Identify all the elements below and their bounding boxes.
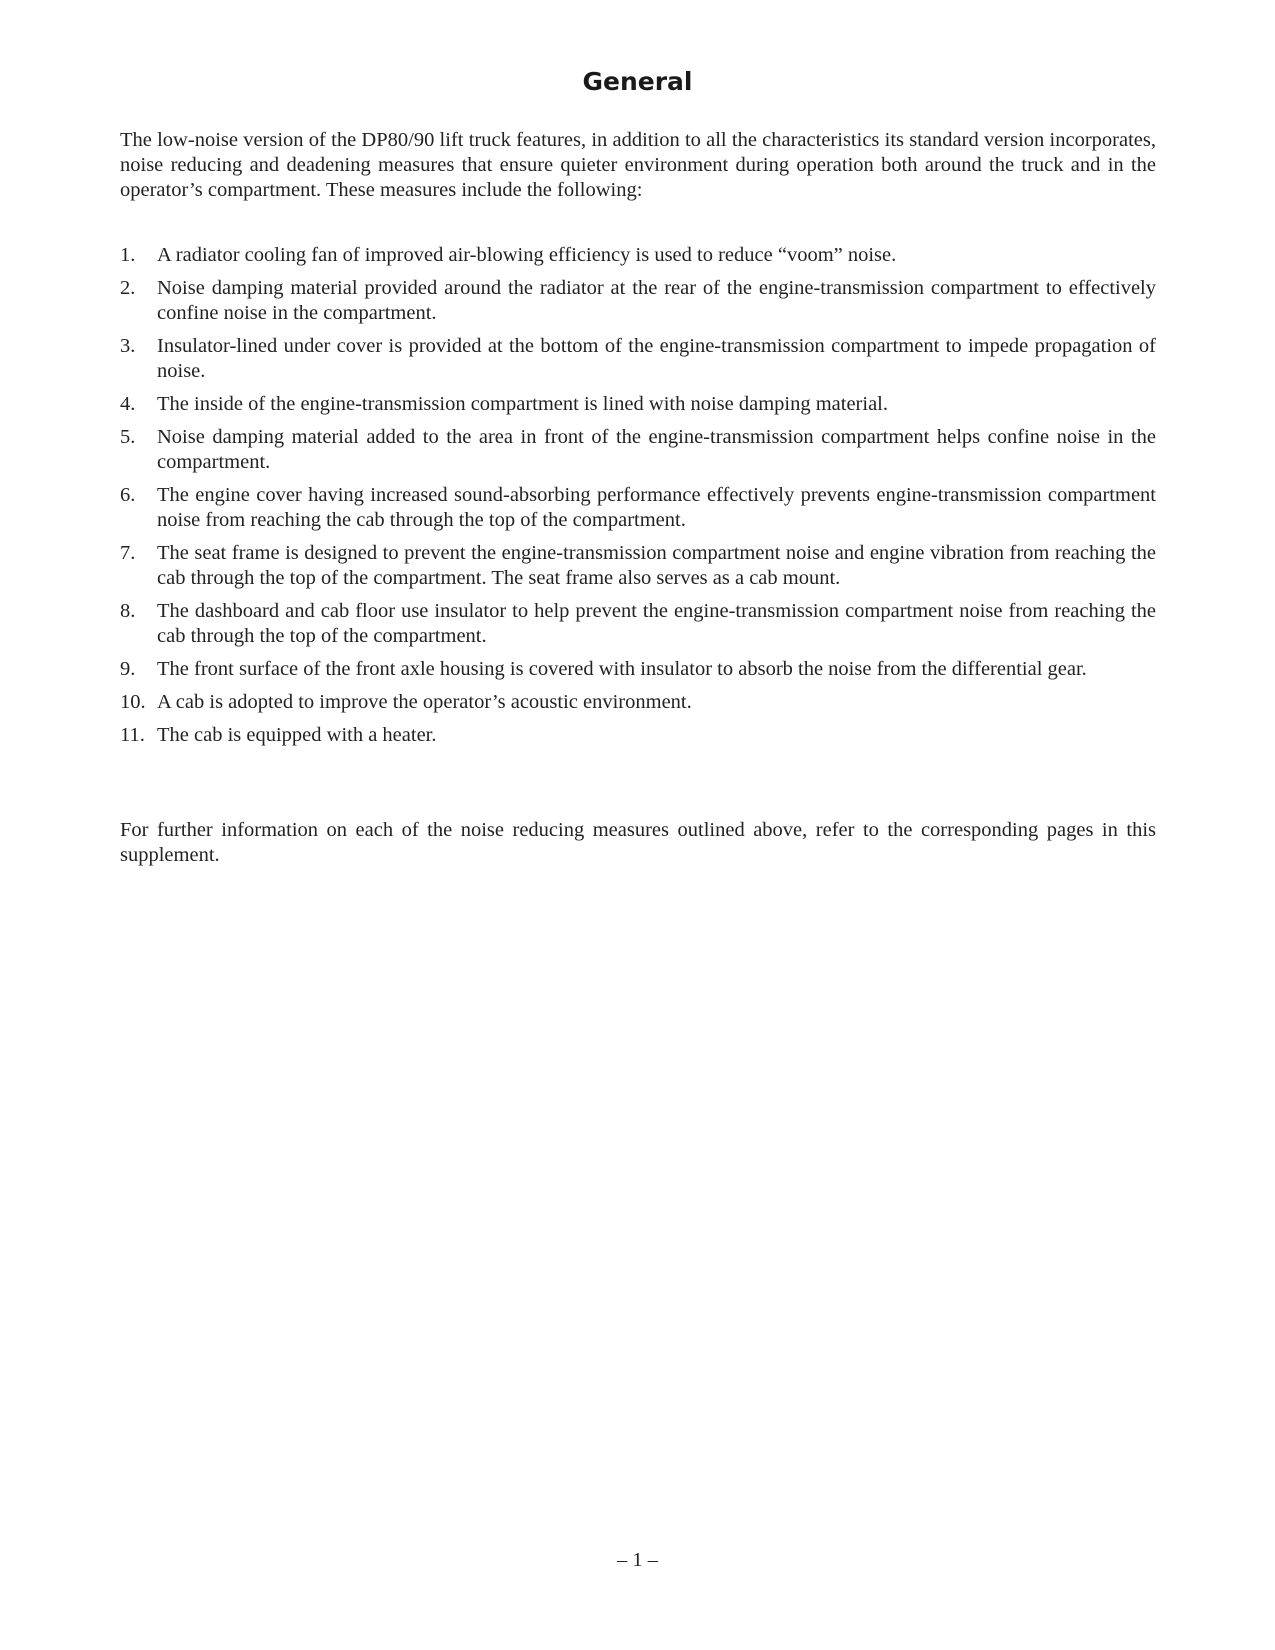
- list-item-text: The cab is equipped with a heater.: [157, 724, 437, 746]
- list-item-text: The inside of the engine-transmission compartment is lined with noise damping material.: [157, 393, 889, 415]
- intro-paragraph: The low-noise version of the DP80/90 lift truck features, in addition to all the characteristics its standard version incorporates, noise reducing and deadening measures that ensure quieter environment during operation both around the truck and in the operator’s compartment. These measures include the following:: [120, 129, 1156, 201]
- list-item-text: The front surface of the front axle housing is covered with insulator to absorb the noise from the differential gear.: [157, 658, 1087, 680]
- list-item-number: 7.: [120, 542, 136, 564]
- list-item-text: Noise damping material added to the area in front of the engine-transmission compartment helps confine noise in the compartment.: [157, 426, 1156, 473]
- list-item-number: 2.: [120, 277, 136, 299]
- list-item: [120, 276, 1156, 326]
- list-item: [120, 599, 1156, 649]
- measures-list: [120, 243, 1156, 756]
- list-item: [120, 541, 1156, 591]
- list-item-text: A radiator cooling fan of improved air-blowing efficiency is used to reduce “voom” noise.: [157, 244, 897, 266]
- list-item-number: 3.: [120, 335, 136, 357]
- page-number: – 1 –: [617, 1549, 658, 1571]
- list-item: [120, 483, 1156, 533]
- outro-paragraph: For further information on each of the noise reducing measures outlined above, refer to the corresponding pages in this supplement.: [120, 819, 1156, 866]
- list-item-number: 9.: [120, 658, 136, 680]
- list-item-number: 4.: [120, 393, 136, 415]
- list-item: [120, 425, 1156, 475]
- list-item-text: The dashboard and cab floor use insulator to help prevent the engine-transmission compartment noise from reaching the cab through the top of the compartment.: [157, 600, 1156, 647]
- list-item-text: Insulator-lined under cover is provided at the bottom of the engine-transmission compartment to impede propagation of noise.: [157, 335, 1156, 382]
- list-item-number: 10.: [120, 691, 146, 713]
- list-item: [120, 723, 1156, 748]
- list-item-number: 5.: [120, 426, 136, 448]
- list-item: [120, 334, 1156, 384]
- list-item-text: Noise damping material provided around the radiator at the rear of the engine-transmission compartment to effectively confine noise in the compartment.: [157, 277, 1156, 324]
- page-title: General: [582, 67, 693, 96]
- list-item-number: 6.: [120, 484, 136, 506]
- list-item-text: A cab is adopted to improve the operator’s acoustic environment.: [157, 691, 692, 713]
- list-item: [120, 392, 1156, 417]
- list-item: [120, 657, 1156, 682]
- list-item-number: 8.: [120, 600, 136, 622]
- list-item-text: The seat frame is designed to prevent the engine-transmission compartment noise and engine vibration from reaching the cab through the top of the compartment. The seat frame also serves as a cab mount.: [157, 542, 1156, 589]
- list-item-text: The engine cover having increased sound-absorbing performance effectively prevents engine-transmission compartment noise from reaching the cab through the top of the compartment.: [157, 484, 1156, 531]
- list-item-number: 11.: [120, 724, 145, 746]
- list-item: [120, 243, 1156, 268]
- list-item-number: 1.: [120, 244, 136, 266]
- list-item: [120, 690, 1156, 715]
